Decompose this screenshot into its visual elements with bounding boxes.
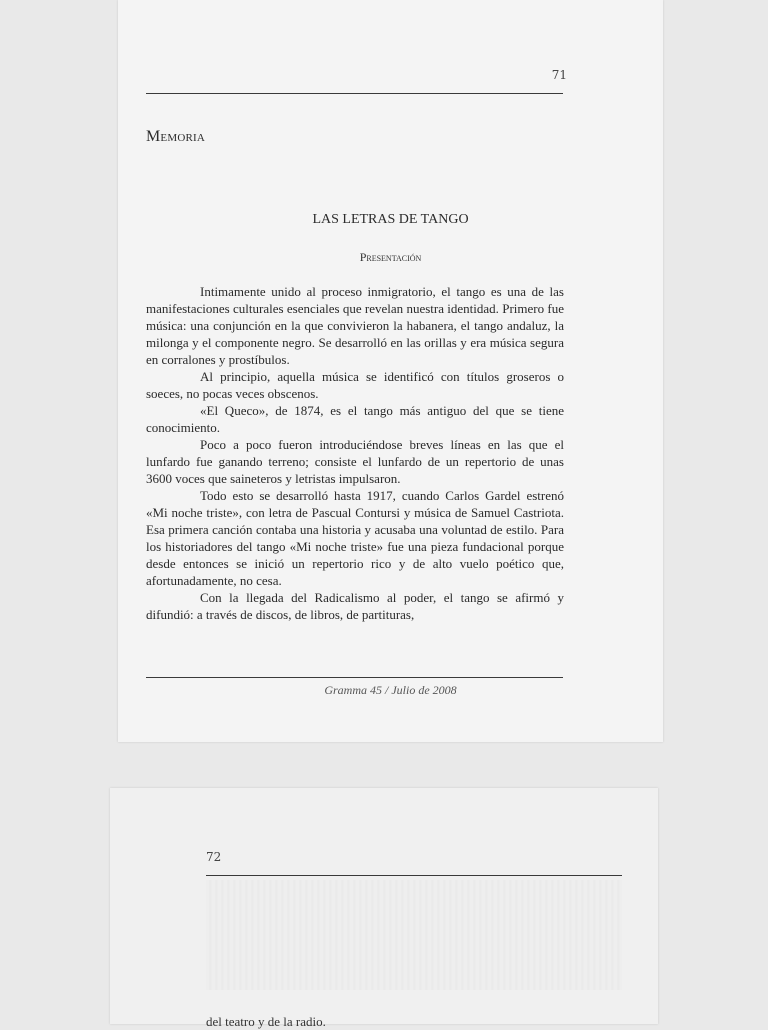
- article-subtitle: Presentación: [359, 250, 422, 264]
- page-number: 71: [551, 68, 567, 82]
- page-number: 72: [206, 850, 222, 864]
- paragraph: Al principio, aquella música se identificó con títulos groseros o soeces, no pocas veces obscenos.: [146, 369, 564, 401]
- paragraph: Todo esto se desarrolló hasta 1917, cuando Carlos Gardel estrenó «Mi noche triste», con letra de Pascual Contursi y música de Samuel Castriota. Esa primera canción contaba una historia y acusaba una voluntad de estilo. Para los historiadores del tango «Mi noche triste» fue una pieza fundacional porque desde entonces se inició un repertorio rico y de alto vuelo poético que, afortunadamente, no cesa.: [146, 488, 564, 588]
- paragraph: «El Queco», de 1874, es el tango más antiguo del que se tiene conocimiento.: [146, 403, 564, 435]
- paragraph: Intimamente unido al proceso inmigratorio, el tango es una de las manifestaciones culturales esenciales que revelan nuestra identidad. Primero fue música: una conjunción en la que convivieron la habanera, el tango andaluz, la milonga y el componente negro. Se desarrolló en las orillas y era música segura en corralones y prostíbulos.: [146, 284, 564, 367]
- section-title: Memoria: [146, 128, 206, 145]
- page-71: [118, 0, 663, 742]
- header-rule: [146, 93, 563, 94]
- scan-artifact: [206, 880, 622, 990]
- article-title: LAS LETRAS DE TANGO: [312, 212, 469, 227]
- page-72: [110, 788, 658, 1029]
- paragraph: Poco a poco fueron introduciéndose breves líneas en las que el lunfardo fue ganando terreno; consiste el lunfardo de un repertorio de unas 3600 voces que saineteros y letristas impulsaron.: [146, 437, 564, 486]
- continuation-text: del teatro y de la radio.: [206, 1014, 326, 1029]
- journal-footer: Gramma 45 / Julio de 2008: [324, 683, 457, 697]
- article-body: [146, 283, 564, 623]
- footer-rule: [146, 677, 563, 678]
- paragraph: Con la llegada del Radicalismo al poder, el tango se afirmó y difundió: a través de discos, de libros, de partituras,: [146, 590, 564, 622]
- header-rule: [206, 875, 622, 876]
